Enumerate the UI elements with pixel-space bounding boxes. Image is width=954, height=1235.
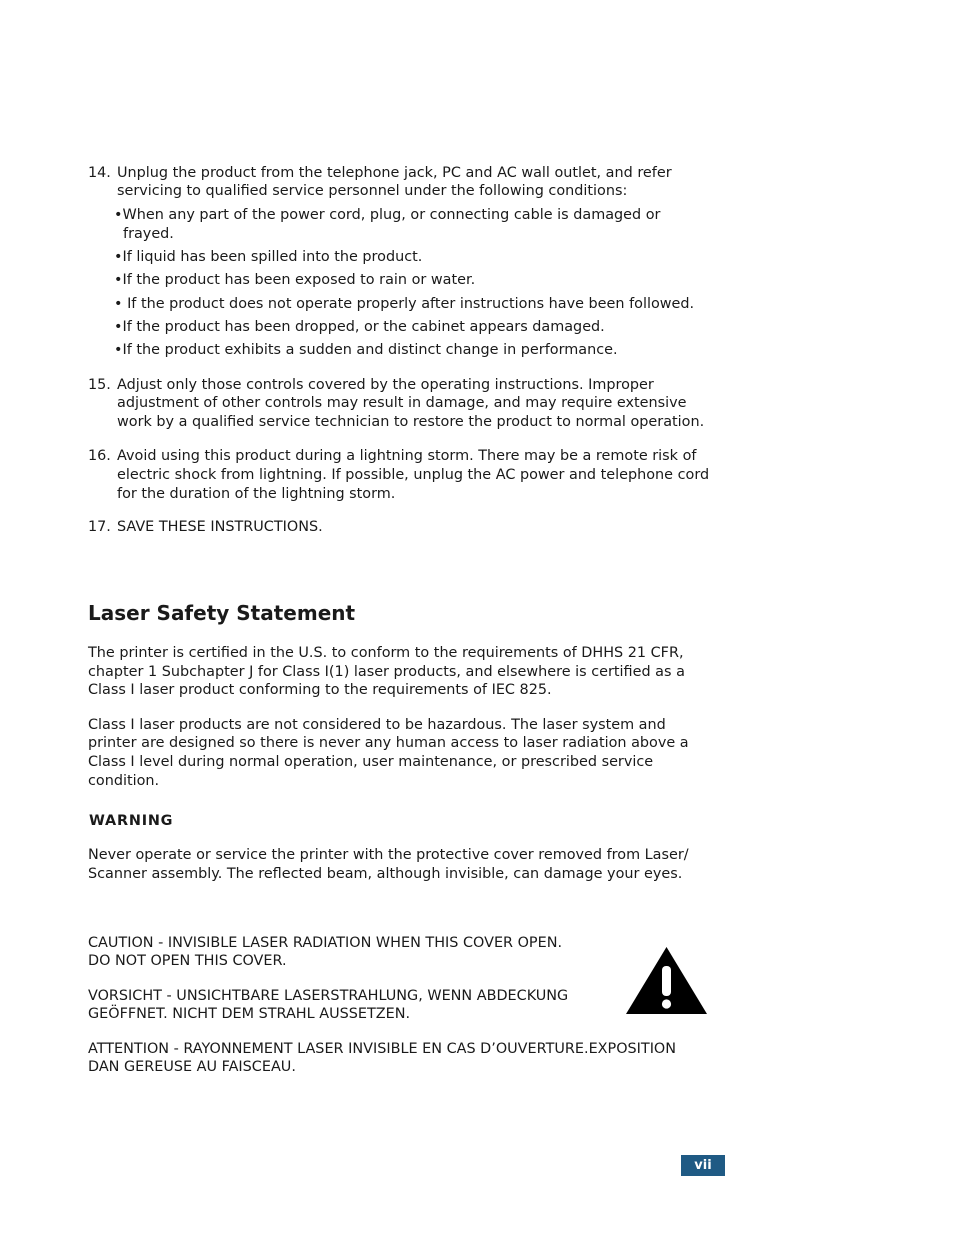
item-16-text: for the duration of the lightning storm. bbox=[117, 486, 396, 502]
attention-text: ATTENTION - RAYONNEMENT LASER INVISIBLE EN CAS D’OUVERTURE.EXPOSITION bbox=[88, 1041, 677, 1057]
warning-text: Scanner assembly. The reflected beam, although invisible, can damage your eyes. bbox=[88, 866, 683, 882]
bullet-item: frayed. bbox=[123, 226, 174, 242]
bullet-item: •If the product has been dropped, or the cabinet appears damaged. bbox=[114, 319, 605, 335]
vorsicht-text: VORSICHT - UNSICHTBARE LASERSTRAHLUNG, WENN ABDECKUNG bbox=[88, 988, 569, 1004]
item-17-number: 17. bbox=[88, 519, 111, 535]
item-16-text: Avoid using this product during a lightning storm. There may be a remote risk of bbox=[117, 448, 697, 464]
page-number-badge: vii bbox=[681, 1155, 725, 1176]
warning-text: Never operate or service the printer with the protective cover removed from Laser/ bbox=[88, 847, 689, 863]
laser-para-1: The printer is certified in the U.S. to conform to the requirements of DHHS 21 CFR, bbox=[88, 645, 684, 661]
caution-text: CAUTION - INVISIBLE LASER RADIATION WHEN THIS COVER OPEN. bbox=[88, 935, 563, 951]
item-14-text: servicing to qualified service personnel under the following conditions: bbox=[117, 183, 628, 199]
item-15-text: adjustment of other controls may result in damage, and may require extensive bbox=[117, 395, 687, 411]
item-16-text: electric shock from lightning. If possible, unplug the AC power and telephone cord bbox=[117, 467, 710, 483]
item-15-number: 15. bbox=[88, 377, 111, 393]
item-15-text: work by a qualified service technician to restore the product to normal operation. bbox=[117, 414, 705, 430]
item-16-number: 16. bbox=[88, 448, 111, 464]
vorsicht-text: GEÖFFNET. NICHT DEM STRAHL AUSSETZEN. bbox=[88, 1006, 411, 1022]
item-14-number: 14. bbox=[88, 165, 111, 181]
bullet-item: •If the product exhibits a sudden and distinct change in performance. bbox=[114, 342, 618, 358]
bullet-item: • If the product does not operate properly after instructions have been followed. bbox=[114, 296, 695, 312]
item-14-text: Unplug the product from the telephone jack, PC and AC wall outlet, and refer bbox=[117, 165, 672, 181]
attention-text: DAN GEREUSE AU FAISCEAU. bbox=[88, 1059, 296, 1075]
bullet-item: •If the product has been exposed to rain or water. bbox=[114, 272, 476, 288]
laser-para-1: chapter 1 Subchapter J for Class I(1) laser products, and elsewhere is certified as a bbox=[88, 664, 685, 680]
laser-para-2: Class I laser products are not considered to be hazardous. The laser system and bbox=[88, 717, 666, 733]
bullet-item: •When any part of the power cord, plug, or connecting cable is damaged or bbox=[114, 207, 661, 223]
bullet-item: •If liquid has been spilled into the product. bbox=[114, 249, 423, 265]
warning-triangle-icon bbox=[625, 946, 708, 1016]
laser-para-2: printer are designed so there is never any human access to laser radiation above a bbox=[88, 735, 689, 751]
caution-text: DO NOT OPEN THIS COVER. bbox=[88, 953, 287, 969]
item-17-text: SAVE THESE INSTRUCTIONS. bbox=[117, 519, 323, 535]
laser-para-1: Class I laser product conforming to the requirements of IEC 825. bbox=[88, 682, 552, 698]
item-15-text: Adjust only those controls covered by the operating instructions. Improper bbox=[117, 377, 654, 393]
section-heading: Laser Safety Statement bbox=[88, 601, 356, 625]
warning-label: WARNING bbox=[89, 813, 174, 829]
laser-para-2: Class I level during normal operation, user maintenance, or prescribed service bbox=[88, 754, 654, 770]
laser-para-2: condition. bbox=[88, 773, 160, 789]
